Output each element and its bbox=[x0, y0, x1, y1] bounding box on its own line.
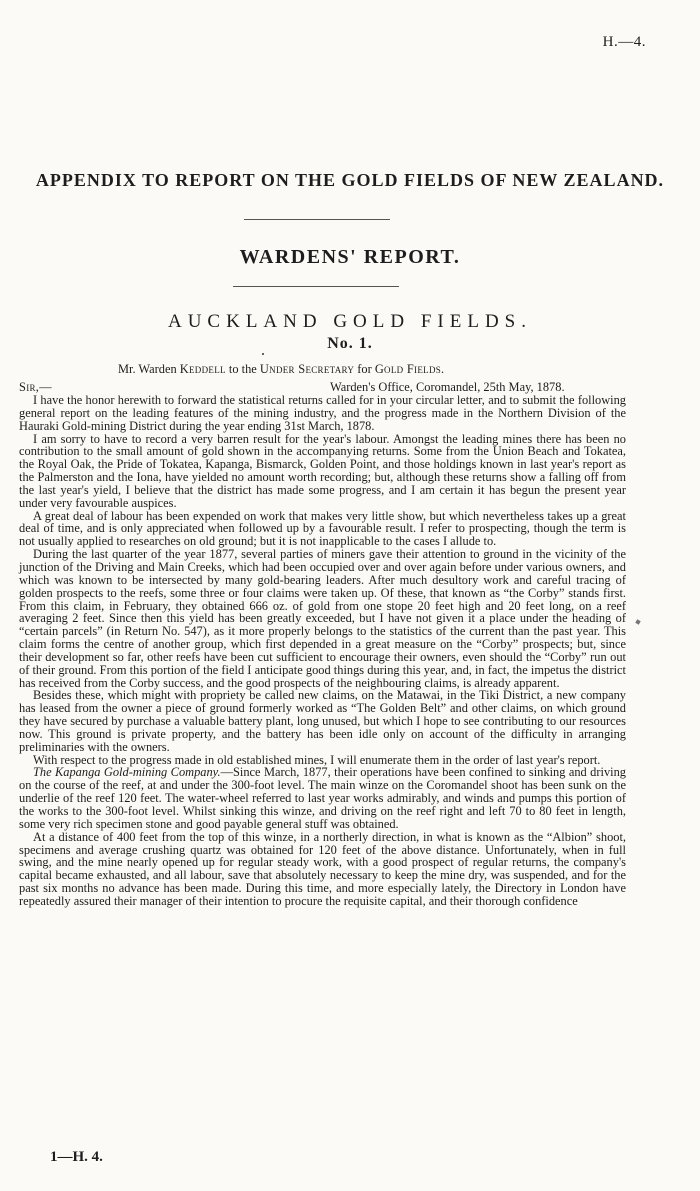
page-code: H.—4. bbox=[602, 34, 646, 50]
paragraph-corby: During the last quarter of the year 1877, several parties of miners gave their attention to ground in the vicinity of the junction of the Driving and Main Creeks, which had been occupied over and over again before under various owners, and which was known to be intersected by many gold-bearing leaders. After much desultory work and careful tracing of golden prospects to the reefs, some three or four claims were taken up. Of these, that known as “the Corby” stands first. From this claim, in February, they obtained 666 oz. of gold from one stope 20 feet high and 20 feet long, on a reef averaging 2 feet. Since then this yield has been greatly exceeded, but I have not given it a place under the heading of “certain parcels” (in Return No. 547), as it more properly belongs to the statistics of the current than the past year. This claim forms the centre of another group, which first depended in a great measure on the “Corby” prospects; but, since their development so far, other reefs have been cut sufficient to encourage their owners, even should the “Corby” run out of their ground. From this portion of the field I anticipate good things during this year, and, in fact, the impetus the district has received from the Corby success, and the good prospects of the neighbouring claims, is already apparent. bbox=[19, 547, 626, 690]
salutation: Sir,— bbox=[19, 380, 52, 394]
from-prefix: Mr. Warden bbox=[118, 362, 177, 376]
paragraph-old-mines: With respect to the progress made in old established mines, I will enumerate them in the order of last year's report. bbox=[33, 752, 601, 767]
report-body bbox=[19, 394, 626, 908]
section-title: AUCKLAND GOLD FIELDS. bbox=[167, 311, 533, 332]
report-number: No. 1. bbox=[327, 335, 373, 352]
paragraph-intro: I have the honor herewith to forward the statistical returns called for in your circular letter, and to submit the following general report on the leading features of the mining industry, and the progress made in the Northern Division of the Hauraki Gold-mining District during the year ending 31st March, 1878. bbox=[19, 393, 626, 433]
from-name: Keddell bbox=[179, 362, 226, 376]
print-dot bbox=[262, 353, 264, 355]
paragraph-prospecting: A great deal of labour has been expended on work that makes very little show, but which nevertheless takes up a great deal of time, and is only appreciated when followed up by a favourable result. I refer to prospecting, though the term is not usually applied to researches on old ground; but it is not inapplicable to the cases I allude to. bbox=[19, 508, 626, 549]
wardens-report-title: WARDENS' REPORT. bbox=[239, 246, 461, 268]
department: Gold Fields. bbox=[374, 362, 445, 376]
to-prefix: to the bbox=[228, 362, 257, 376]
margin-mark bbox=[635, 619, 640, 624]
paragraph-albion: At a distance of 400 feet from the top of this winze, in a northerly direction, in what is known as the “Albion” shoot, specimens and average crushing quartz was obtained for 120 feet of the above distance. Unfortunately, when in full swing, and the mine nearly opened up for regular steady work, with a good prospect of regular returns, the company's capital became exhausted, and all labour, save that absolutely necessary to keep the mine dry, was suspended, and for the past six months no advance has been made. During this time, and more especially lately, the Directory in London have repeatedly assured their manager of their intention to procure the requisite capital, and their thorough confidence bbox=[19, 829, 626, 908]
appendix-title: APPENDIX TO REPORT ON THE GOLD FIELDS OF NEW ZEALAND. bbox=[35, 170, 665, 190]
to-name: Under Secretary bbox=[259, 362, 355, 376]
letter-heading bbox=[118, 362, 444, 377]
title-divider bbox=[244, 219, 390, 220]
office-date-line: Warden's Office, Coromandel, 25th May, 1878. bbox=[330, 380, 565, 394]
footer-signature: 1—H. 4. bbox=[50, 1149, 103, 1165]
paragraph-new-claims: Besides these, which might with propriety be called new claims, on the Matawai, in the Tiki District, a new company has leased from the owner a piece of ground formerly worked as “The Golden Belt” and other claims, on which ground they have secured by purchase a valuable battery plant, long unused, but which I hope to see contributing to our resources now. This ground is private property, and the battery has been idle only on account of the difficulty in arranging preliminaries with the owners. bbox=[19, 688, 626, 754]
paragraph-kapanga bbox=[19, 766, 626, 830]
paragraph-barren-result: I am sorry to have to record a very barren result for the year's labour. Amongst the leading mines there has been no contribution to the small amount of gold shown in the accompanying returns. Some from the Union Beach and Tokatea, the Royal Oak, the Pride of Tokatea, Kapanga, Bismarck, Golden Point, and those holdings known in last year's report as the Palmerston and the Iona, have yielded no amount worth recording; but, although these returns show a falling off from the last year's yield, I believe that the district has made some progress, and I am certain it has begun the present year under very favourable auspices. bbox=[19, 431, 626, 510]
kapanga-company-name: The Kapanga Gold-mining Company. bbox=[33, 765, 221, 780]
for-word: for bbox=[357, 362, 372, 376]
section-divider bbox=[233, 286, 399, 287]
kapanga-text: —Since March, 1877, their operations have been confined to sinking and driving on the course of the reef, at and under the 300-foot level. The main winze on the Coromandel shoot has been sunk on the underlie of the reef 120 feet. The water-wheel referred to last year works admirably, and winds and pumps this portion of the works to the 300-foot level. Whilst sinking this winze, and driving on the reef right and left 70 to 80 feet in length, some very rich specimen stone and good payable general stuff was obtained. bbox=[19, 765, 626, 831]
